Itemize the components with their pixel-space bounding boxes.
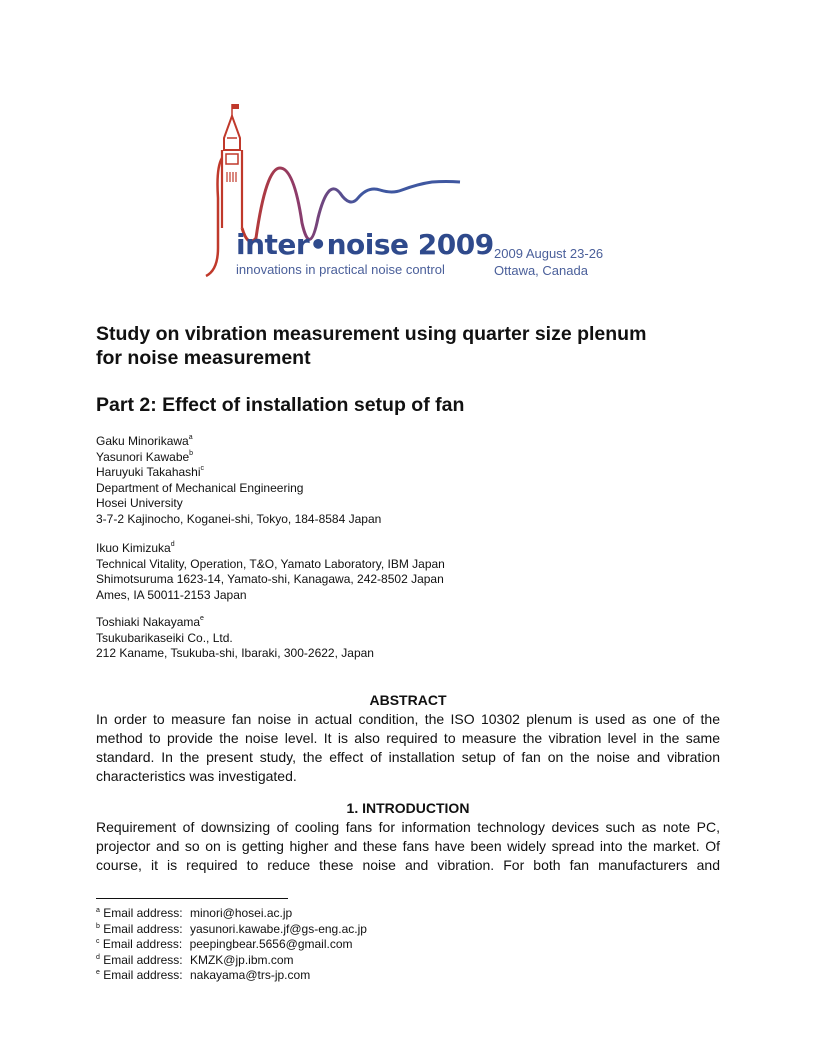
author-name: Yasunori Kawabe$^b$: [96, 449, 194, 464]
affiliation-line: Hosei University: [96, 496, 183, 511]
introduction-body: [96, 818, 720, 875]
affiliation-line: Ames, IA 50011-2153 Japan: [96, 587, 247, 602]
author-name: Gaku Minorikawa$^a$: [96, 434, 193, 448]
author-name: Toshiaki Nakayama$^e$: [96, 615, 204, 629]
author-block-1: [96, 434, 381, 528]
affiliation-line: Technical Vitality, Operation, T&O, Yamato Laboratory, IBM Japan: [96, 556, 445, 571]
footnote-item: $^c$ Email address: peepingbear.5656@gmail.com: [96, 937, 353, 951]
introduction-heading: 1. INTRODUCTION: [346, 800, 470, 816]
footnote-divider: [96, 898, 288, 899]
author-name: Ikuo Kimizuka$^d$: [96, 541, 175, 555]
abstract-line: characteristics was investigated.: [96, 768, 297, 784]
abstract-line: method to provide the noise level. It is also required to measure the vibration level in the same: [96, 730, 720, 746]
introduction-line: projector and so on is getting higher and these fans have been widely spread into the market. Of: [96, 838, 720, 854]
conference-date: 2009 August 23-26: [494, 246, 604, 261]
introduction-line: Requirement of downsizing of cooling fans for information technology devices such as note PC,: [96, 819, 720, 835]
abstract-heading: ABSTRACT: [369, 692, 447, 708]
paper-title-line-1: Study on vibration measurement using quarter size plenum: [96, 323, 647, 345]
paper-title: [96, 322, 736, 370]
logo-tagline: innovations in practical noise control: [236, 262, 445, 277]
abstract-line: In order to measure fan noise in actual condition, the ISO 10302 plenum is used as one of the: [96, 711, 720, 727]
logo-wordmark: inter•noise 2009: [236, 228, 494, 261]
author-name: Haruyuki Takahashi$^c$: [96, 465, 205, 480]
affiliation-line: Shimotsuruma 1623-14, Yamato-shi, Kanagawa, 242-8502 Japan: [96, 572, 444, 587]
author-block-2: [96, 541, 445, 603]
footnote-item: $^d$ Email address: KMZK@jp.ibm.com: [96, 952, 294, 967]
footnote-item: $^e$ Email address: nakayama@trs-jp.com: [96, 968, 311, 982]
footnotes: [96, 906, 367, 984]
conference-location: Ottawa, Canada: [494, 263, 588, 278]
author-block-3: [96, 615, 374, 662]
abstract-line: standard. In the present study, the effect of installation setup of fan on the noise and vibration: [96, 749, 720, 765]
introduction-line: course, it is required to reduce these noise and vibration. For both fan manufacturers and: [96, 857, 720, 873]
paper-subtitle: Part 2: Effect of installation setup of fan: [96, 394, 465, 416]
affiliation-line: 212 Kaname, Tsukuba-shi, Ibaraki, 300-2622, Japan: [96, 646, 374, 661]
abstract-body: [96, 710, 720, 786]
affiliation-line: Tsukubarikaseiki Co., Ltd.: [96, 630, 233, 645]
affiliation-line: Department of Mechanical Engineering: [96, 480, 304, 495]
footnote-item: $^b$ Email address: yasunori.kawabe.jf@gs-eng.ac.jp: [96, 921, 367, 936]
paper-title-line-2: for noise measurement: [96, 347, 311, 369]
footnote-item: $^a$ Email address: minori@hosei.ac.jp: [96, 906, 293, 920]
affiliation-line: 3-7-2 Kajinocho, Koganei-shi, Tokyo, 184-8584 Japan: [96, 511, 382, 526]
